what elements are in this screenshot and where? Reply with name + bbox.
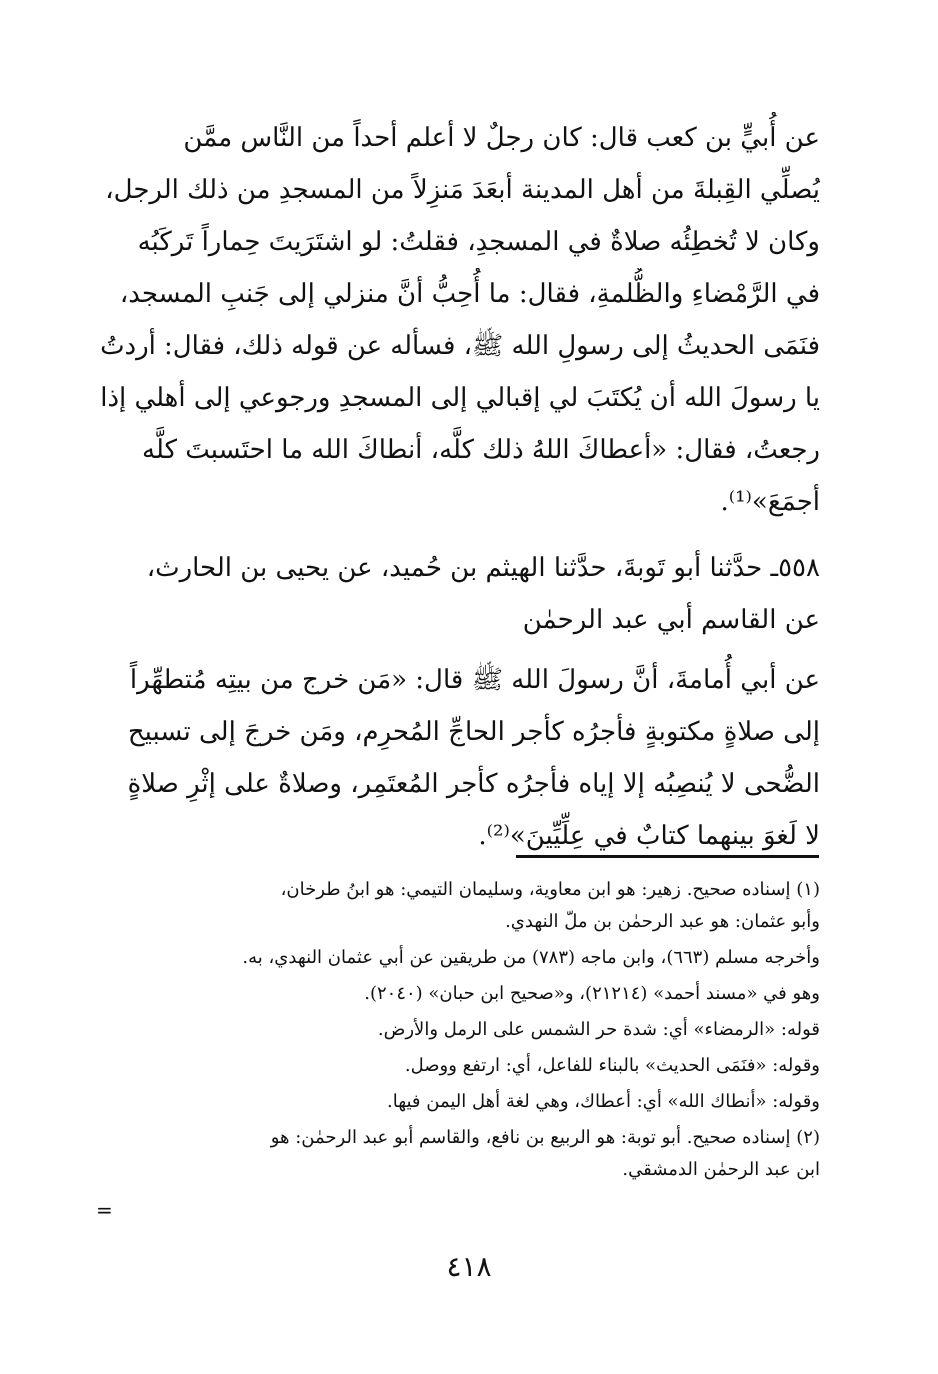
text-line: يا رسولَ الله أن يُكتَبَ لي إقبالي إلى المسجدِ ورجوعي إلى أهلي إذا — [100, 383, 820, 413]
continuation-mark: = — [96, 1198, 113, 1222]
text-line: في الرَّمْضاءِ والظُّلمةِ، فقال: ما أُحِبُّ أنَّ منزلي إلى جَنبِ المسجد، — [119, 279, 820, 309]
text-line: عن أبي أُمامةَ، أنَّ رسولَ الله ﷺ قال: «مَن خرج من بيتِه مُتطهِّراً — [129, 665, 820, 695]
footnote-line: وهو في «مسند أحمد» (٢١٢١٤)، و«صحيح ابن حبان» (٢٠٤٠). — [364, 983, 820, 1004]
text-line: إلى صلاةٍ مكتوبةٍ فأجرُه كأجر الحاجِّ المُحرِم، ومَن خرجَ إلى تسبيح — [127, 717, 820, 747]
footnote-line: (٢) إسناده صحيح. أبو توبة: هو الربيع بن نافع، والقاسم أبو عبد الرحمٰن: هو — [270, 1127, 820, 1148]
text-line: وكان لا تُخطِئُه صلاةٌ في المسجدِ، فقلتُ: لو اشتَرَيتَ حِماراً تَركَبُه — [137, 227, 820, 257]
text-line: لا لَغوَ بينهما كتابٌ في عِلِّيِّينَ»⁽²⁾. — [478, 821, 820, 851]
footnote-line: وأبو عثمان: هو عبد الرحمٰن بن ملّ النهدي. — [505, 911, 820, 932]
main-text — [100, 112, 820, 862]
footnotes — [100, 875, 820, 1191]
footnote-line: وقوله: «فنَمَى الحديث» بالبناء للفاعل، أي: ارتفع ووصل. — [404, 1055, 820, 1076]
hadith-isnad-558 — [100, 542, 820, 646]
text-line: أجمَعَ»⁽¹⁾. — [720, 487, 820, 517]
text-line: الضُّحى لا يُنصِبُه إلا إياه فأجرُه كأجر المُعتَمِر، وصلاةٌ على إثْرِ صلاةٍ — [127, 769, 820, 799]
text-line: ٥٥٨ـ حدَّثنا أبو تَوبةَ، حدَّثنا الهيثم بن حُميد، عن يحيى بن الحارث، — [146, 553, 820, 583]
page-number: ٤١٨ — [446, 1250, 492, 1283]
footnote-divider — [516, 855, 819, 858]
text-line: فنَمَى الحديثُ إلى رسولِ الله ﷺ، فسأله عن قوله ذلك، فقال: أردتُ — [100, 331, 820, 361]
footnote-line: ابن عبد الرحمٰن الدمشقي. — [622, 1159, 820, 1180]
text-line: عن القاسم أبي عبد الرحمٰن — [522, 605, 820, 635]
text-line: يُصلِّي القِبلةَ من أهل المدينة أبعَدَ مَنزِلاً من المسجدِ من ذلك الرجل، — [105, 175, 820, 205]
footnote-line: (١) إسناده صحيح. زهير: هو ابن معاوية، وسليمان التيمي: هو ابنُ طرخان، — [280, 879, 820, 900]
hadith-paragraph-1 — [100, 112, 820, 528]
footnote-line: وقوله: «أنطاك الله» أي: أعطاك، وهي لغة أهل اليمن فيها. — [387, 1091, 820, 1112]
hadith-paragraph-2 — [100, 654, 820, 862]
text-line: رجعتُ، فقال: «أعطاكَ اللهُ ذلك كلَّه، أنطاكَ الله ما احتَسبتَ كلَّه — [142, 435, 820, 465]
text-line: عن أُبيٍّ بن كعب قال: كان رجلٌ لا أعلم أحداً من النَّاس ممَّن — [183, 123, 820, 153]
footnote-line: وأخرجه مسلم (٦٦٣)، وابن ماجه (٧٨٣) من طريقين عن أبي عثمان النهدي، به. — [242, 947, 820, 968]
footnote-line: قوله: «الرمضاء» أي: شدة حر الشمس على الرمل والأرض. — [377, 1019, 820, 1040]
